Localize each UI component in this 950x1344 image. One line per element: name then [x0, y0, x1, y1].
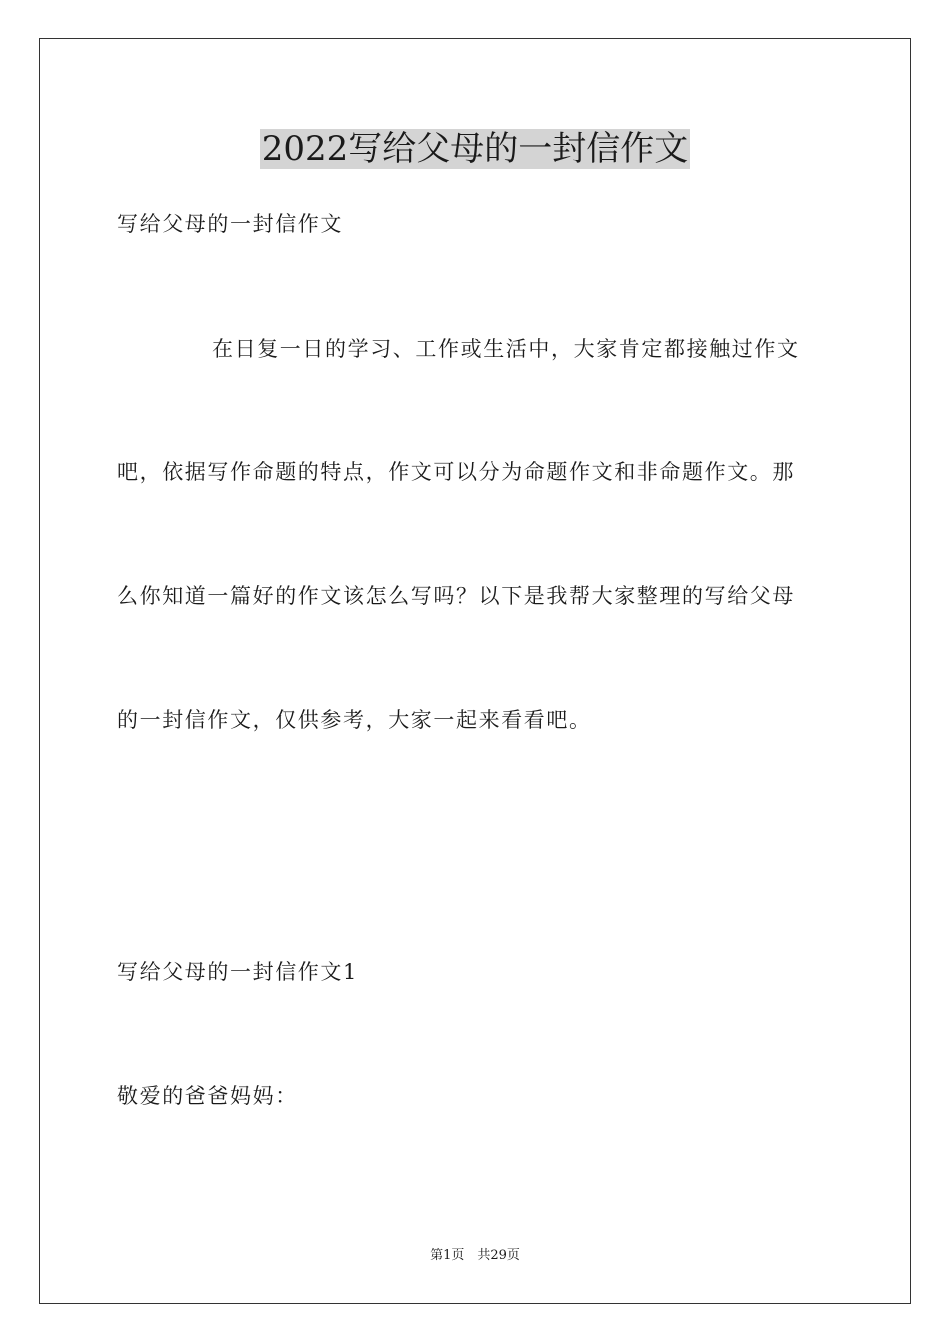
salutation: 敬爱的爸爸妈妈： [117, 1084, 298, 1108]
intro-line-1: 在日复一日的学习、工作或生活中，大家肯定都接触过作文 [212, 337, 800, 361]
intro-line-3: 么你知道一篇好的作文该怎么写吗？以下是我帮大家整理的写给父母 [117, 584, 795, 608]
document-title-text: 2022写给父母的一封信作文 [261, 129, 689, 169]
section-heading: 写给父母的一封信作文1 [117, 960, 358, 984]
document-subtitle: 写给父母的一封信作文 [117, 212, 343, 236]
document-title [0, 126, 950, 172]
page-number-footer: 第1页 共29页 [430, 1248, 520, 1263]
intro-line-4: 的一封信作文，仅供参考，大家一起来看看吧。 [117, 708, 592, 732]
intro-line-2: 吧，依据写作命题的特点，作文可以分为命题作文和非命题作文。那 [117, 460, 795, 484]
